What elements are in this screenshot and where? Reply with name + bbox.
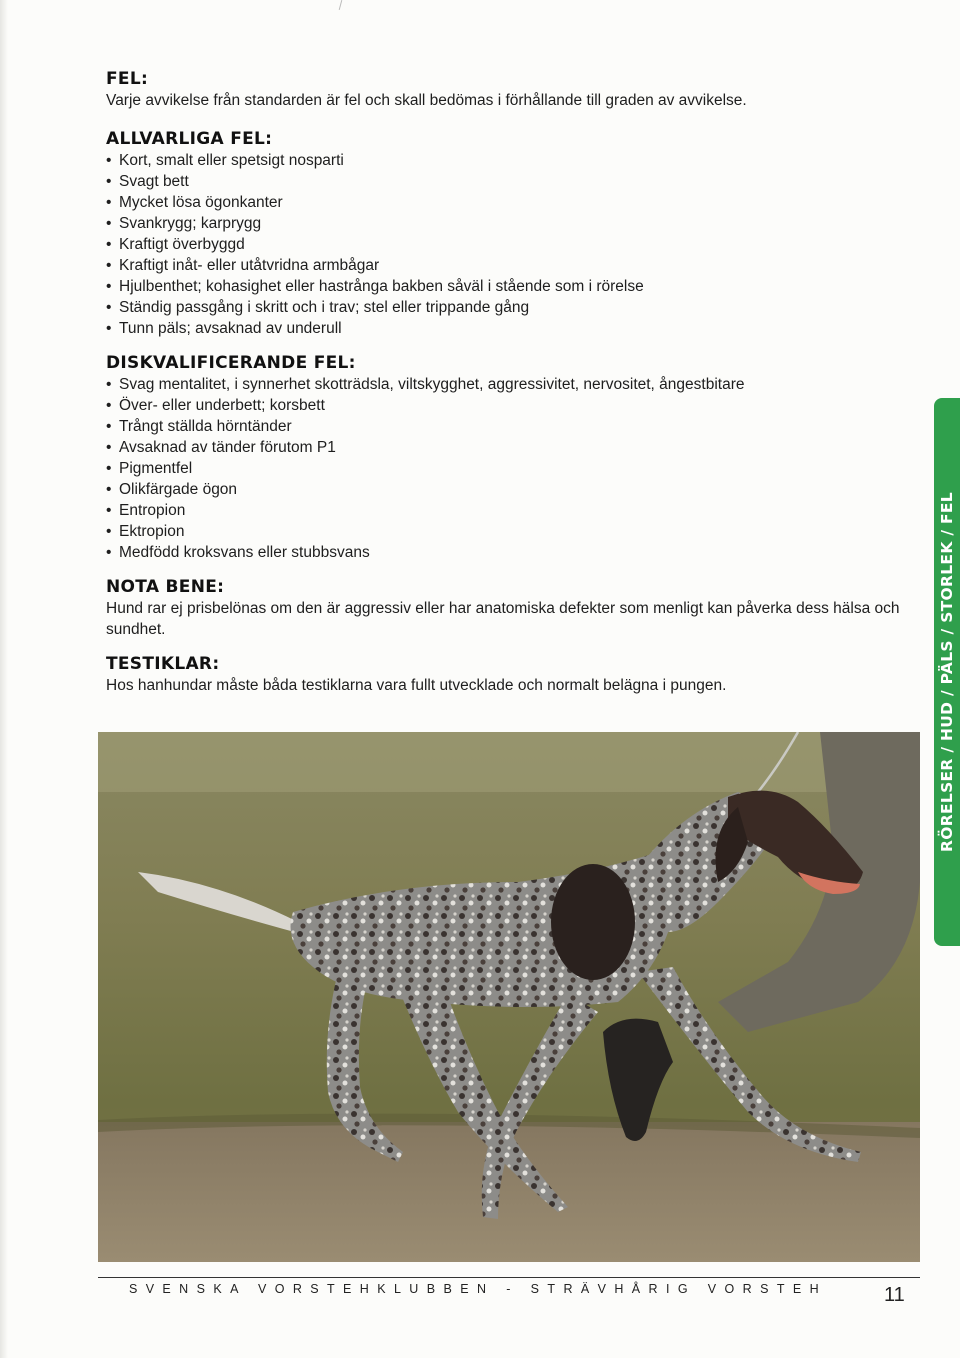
list-item: • Över- eller underbett; korsbett (106, 397, 325, 414)
list-allvarliga-fel (106, 150, 916, 339)
bullet: • (106, 194, 112, 211)
scan-edge (0, 0, 8, 1358)
bullet: • (106, 523, 112, 540)
list-item: • Kraftigt överbyggd (106, 236, 245, 253)
section-fel (106, 68, 916, 111)
heading-nota-bene: NOTA BENE: (106, 577, 225, 597)
list-item: • Ständig passgång i skritt och i trav; stel eller trippande gång (106, 299, 530, 316)
side-tab-label: RÖRELSER / HUD / PÄLS / STORLEK / FEL (938, 492, 957, 852)
heading-diskvalificerande-fel: DISKVALIFICERANDE FEL: (106, 353, 356, 373)
list-item: • Medfödd kroksvans eller stubbsvans (106, 544, 370, 561)
list-item: • Svankrygg; karprygg (106, 215, 262, 232)
bullet: • (106, 173, 112, 190)
list-item: • Hjulbenthet; kohasighet eller hastrånga bakben såväl i stående som i rörelse (106, 278, 644, 295)
dog-photo (98, 732, 920, 1262)
page-number: 11 (884, 1284, 905, 1306)
bullet: • (106, 236, 112, 253)
text-testiklar: Hos hanhundar måste båda testiklarna vara fullt utvecklade och normalt belägna i pungen. (106, 677, 727, 694)
bullet: • (106, 502, 112, 519)
list-item: • Trångt ställda hörntänder (106, 418, 292, 435)
bullet: • (106, 460, 112, 477)
bullet: • (106, 278, 112, 295)
list-item: • Olikfärgade ögon (106, 481, 238, 498)
heading-allvarliga-fel: ALLVARLIGA FEL: (106, 129, 273, 149)
bullet: • (106, 320, 112, 337)
heading-fel: FEL: (106, 69, 149, 89)
dog-photo-illustration (98, 732, 920, 1262)
footer-text: SVENSKA VORSTEHKLUBBEN - STRÄVHÅRIG VORSTEH (128, 1282, 828, 1296)
list-item: • Kort, smalt eller spetsigt nosparti (106, 152, 344, 169)
list-item: • Svag mentalitet, i synnerhet skotträdsla, viltskygghet, aggressivitet, nervositet, ångestbitare (106, 376, 745, 393)
bullet: • (106, 439, 112, 456)
heading-testiklar: TESTIKLAR: (106, 654, 220, 674)
bullet: • (106, 397, 112, 414)
list-item: • Svagt bett (106, 173, 189, 190)
list-item: • Entropion (106, 502, 186, 519)
side-tab-label-wrapper (934, 398, 960, 946)
bullet: • (106, 152, 112, 169)
list-item: • Tunn päls; avsaknad av underull (106, 320, 342, 337)
list-item: • Kraftigt inåt- eller utåtvridna armbågar (106, 257, 380, 274)
bullet: • (106, 299, 112, 316)
text-nota-bene: Hund rar ej prisbelönas om den är aggressiv eller har anatomiska defekter som menligt kan påverka dess hälsa och sundhet. (106, 600, 900, 638)
scan-mark (339, 0, 343, 10)
bullet: • (106, 257, 112, 274)
list-diskvalificerande-fel (106, 374, 916, 563)
bullet: • (106, 481, 112, 498)
section-diskvalificerande-fel (106, 352, 916, 563)
bullet: • (106, 376, 112, 393)
section-allvarliga-fel (106, 128, 916, 339)
section-testiklar (106, 653, 916, 696)
bullet: • (106, 418, 112, 435)
list-item: • Mycket lösa ögonkanter (106, 194, 283, 211)
section-nota-bene (106, 576, 916, 640)
footer-rule (98, 1277, 920, 1278)
list-item: • Avsaknad av tänder förutom P1 (106, 439, 336, 456)
dog-saddle-patch (551, 864, 635, 980)
bullet: • (106, 215, 112, 232)
text-fel: Varje avvikelse från standarden är fel och skall bedömas i förhållande till graden av avvikelse. (106, 92, 747, 109)
bullet: • (106, 544, 112, 561)
list-item: • Pigmentfel (106, 460, 193, 477)
main-content (106, 68, 916, 696)
list-item: • Ektropion (106, 523, 185, 540)
